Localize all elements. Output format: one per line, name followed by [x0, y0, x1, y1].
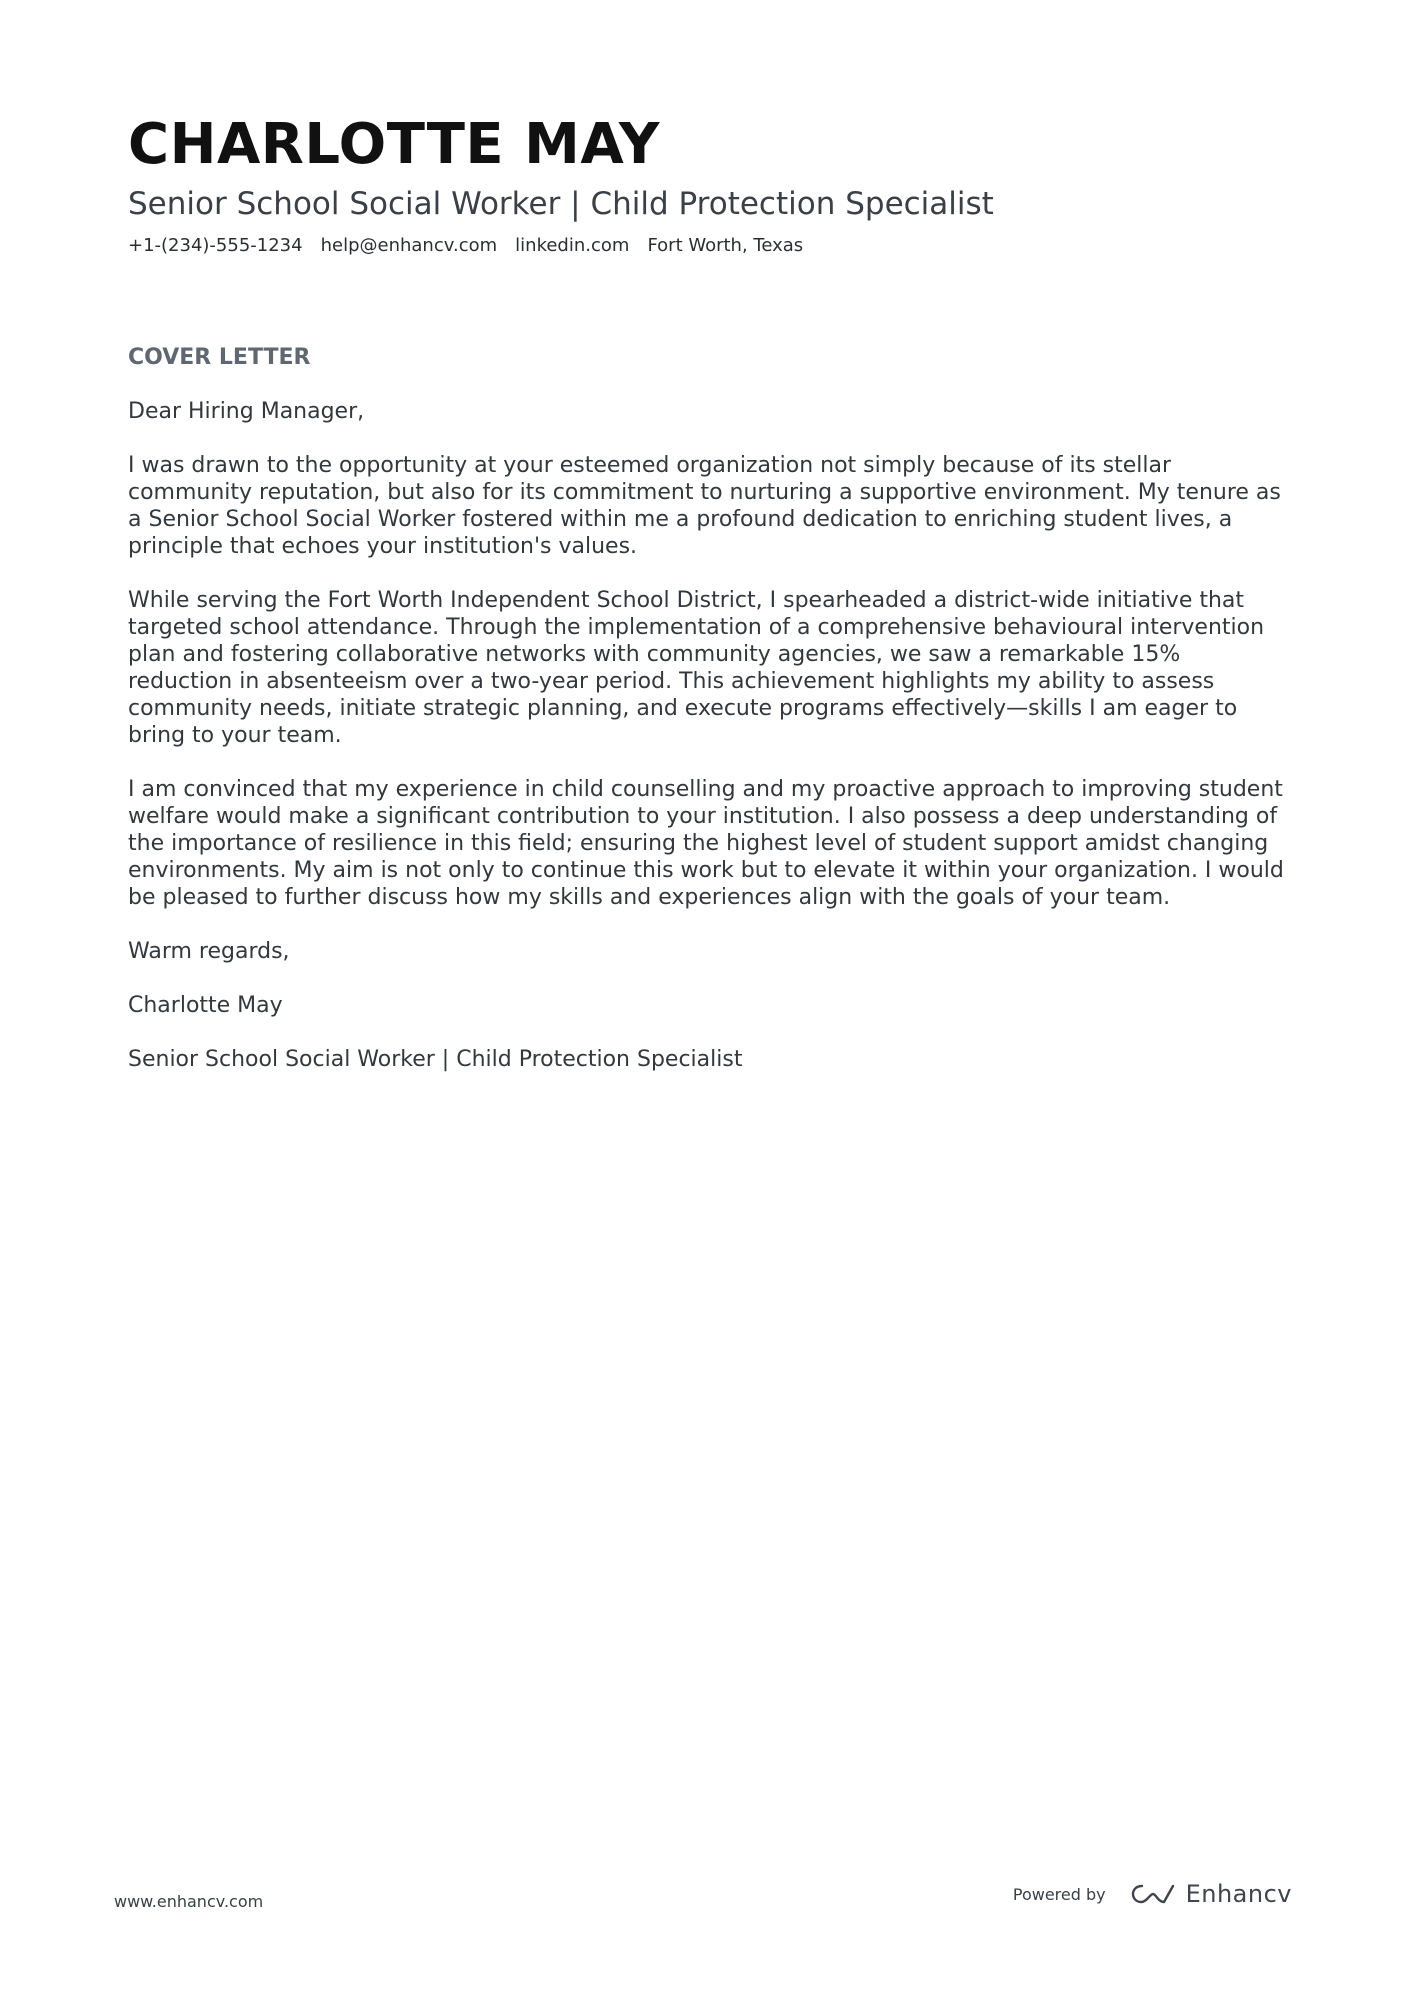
contact-row [128, 234, 1288, 258]
contact-phone: +1-(234)-555-1234 [128, 235, 303, 256]
powered-by-label: Powered by [1012, 1884, 1106, 1904]
paragraph-1: I was drawn to the opportunity at your esteemed organization not simply because of its stellar community reputation, but also for its commitment to nurturing a supportive environment. My tenure as a Senior School Social Worker fostered within me a profound dedication to enriching student lives, a principle that echoes your institution's values. [128, 453, 1281, 559]
salutation: Dear Hiring Manager, [128, 399, 365, 424]
enhancv-logo-icon [1130, 1882, 1176, 1906]
brand-name: Enhancv [1185, 1880, 1292, 1908]
contact-location: Fort Worth, Texas [647, 235, 804, 256]
header [128, 112, 1288, 258]
signature-name: Charlotte May [128, 993, 283, 1018]
candidate-title: Senior School Social Worker | Child Protection Specialist [128, 186, 994, 222]
paragraph-2: While serving the Fort Worth Independent School District, I spearheaded a district-wide initiative that targeted school attendance. Through the implementation of a comprehensive behavioural intervention plan and fostering collaborative networks with community agencies, we saw a remarkable 15% reduction in absenteeism over a two-year period. This achievement highlights my ability to assess community needs, initiate strategic planning, and execute programs effectively—skills I am eager to bring to your team. [128, 588, 1265, 748]
brand [1130, 1880, 1292, 1908]
signature-title: Senior School Social Worker | Child Protection Specialist [128, 1047, 743, 1072]
closing: Warm regards, [128, 939, 290, 964]
candidate-name: CHARLOTTE MAY [128, 112, 660, 177]
footer-branding [1013, 1880, 1292, 1908]
letter-body [128, 344, 1288, 1100]
footer-website: www.enhancv.com [114, 1892, 264, 1911]
section-label: COVER LETTER [128, 345, 311, 370]
paragraph-3: I am convinced that my experience in child counselling and my proactive approach to improving student welfare would make a significant contribution to your institution. I also possess a deep understanding of the importance of resilience in this field; ensuring the highest level of student support amidst changing environments. My aim is not only to continue this work but to elevate it within your organization. I would be pleased to further discuss how my skills and experiences align with the goals of your team. [128, 777, 1284, 910]
contact-email: help@enhancv.com [320, 235, 498, 256]
contact-linkedin: linkedin.com [515, 235, 630, 256]
